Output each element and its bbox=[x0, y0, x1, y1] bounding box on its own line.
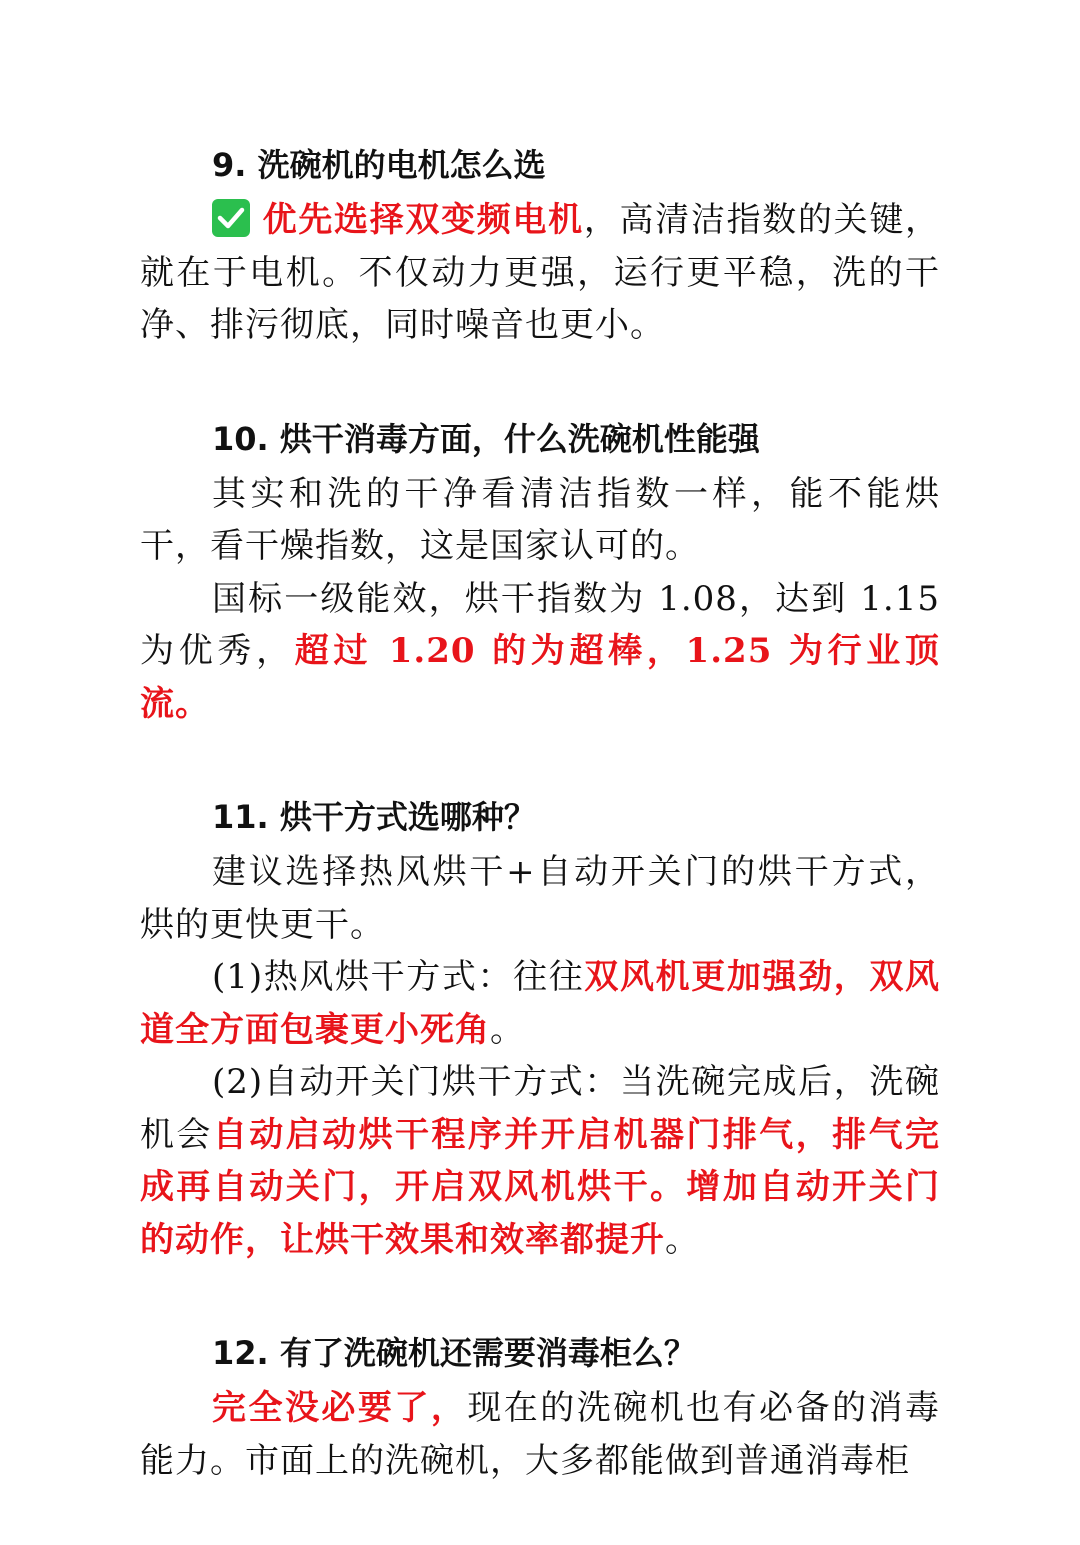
section-11-paragraph-1: 建议选择热风烘干+自动开关门的烘干方式，烘的更快更干。 bbox=[140, 852, 940, 945]
section-12-text: 现在的洗碗机也有必备的消毒能力。市面上的洗碗机，大多都能做到普通消毒柜 bbox=[140, 1388, 941, 1481]
section-12 bbox=[140, 1324, 940, 1487]
section-11-p2-text: (1)热风烘干方式：往往 bbox=[212, 957, 585, 997]
section-11-heading: 11. 烘干方式选哪种？ bbox=[212, 798, 536, 836]
section-10-highlight: 超过 1.20 的为超棒，1.25 为行业顶流。 bbox=[140, 631, 940, 724]
section-11-paragraph-2 bbox=[140, 951, 940, 1056]
section-11-p3-text: (2)自动开关门烘干方式：当洗碗完成后，洗碗机会 bbox=[140, 1062, 940, 1155]
section-9-highlight: 优先选择双变频电机 bbox=[262, 200, 584, 240]
section-12-paragraph bbox=[140, 1382, 940, 1487]
section-11 bbox=[140, 788, 940, 1266]
check-mark-icon bbox=[212, 199, 250, 237]
section-9-text: ，高清洁指数的关键，就在于电机。不仅动力更强，运行更平稳，洗的干净、排污彻底，同时噪音也更小。 bbox=[140, 200, 941, 345]
section-11-paragraph-3 bbox=[140, 1056, 940, 1266]
section-11-p2-highlight: 双风机更加强劲，双风道全方面包裹更小死角 bbox=[140, 957, 940, 1050]
section-9-heading: 9. 洗碗机的电机怎么选 bbox=[212, 146, 546, 184]
section-11-p2-end: 。 bbox=[490, 1009, 525, 1050]
section-11-p3-end: 。 bbox=[665, 1219, 700, 1260]
section-9 bbox=[140, 136, 940, 352]
section-10-text: 国标一级能效，烘干指数为 1.08，达到 1.15 为优秀， bbox=[140, 578, 940, 671]
section-10-paragraph-2 bbox=[140, 573, 940, 731]
document-page bbox=[140, 136, 940, 1545]
section-11-p3-highlight: 自动启动烘干程序并开启机器门排气，排气完成再自动关门，开启双风机烘干。增加自动开关门的动作，让烘干效果和效率都提升 bbox=[140, 1114, 941, 1260]
section-10-paragraph-1: 其实和洗的干净看清洁指数一样，能不能烘干，看干燥指数，这是国家认可的。 bbox=[140, 473, 940, 566]
section-12-heading: 12. 有了洗碗机还需要消毒柜么？ bbox=[212, 1334, 696, 1372]
section-9-paragraph bbox=[140, 194, 940, 352]
section-12-highlight: 完全没必要了， bbox=[212, 1388, 468, 1428]
section-10 bbox=[140, 410, 940, 731]
section-10-heading: 10. 烘干消毒方面，什么洗碗机性能强 bbox=[212, 419, 760, 458]
